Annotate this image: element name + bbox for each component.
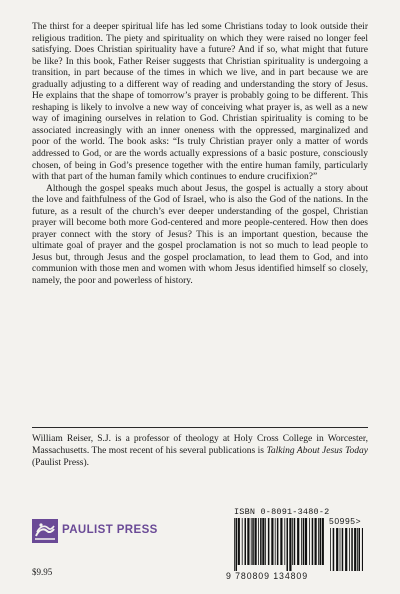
isbn-label: ISBN 0-8091-3480-2 xyxy=(234,507,330,517)
barcode-ean-digits: 9 780809 134809 xyxy=(226,571,308,581)
barcode-bar xyxy=(275,518,276,565)
barcode-bar xyxy=(354,528,356,571)
author-book-title: Talking About Jesus Today xyxy=(266,445,368,456)
author-bio-publisher-note: (Paulist Press). xyxy=(32,457,89,468)
barcode-bar xyxy=(238,518,240,565)
barcode-bar xyxy=(242,518,243,565)
barcode-bar xyxy=(301,518,302,565)
barcode-bar xyxy=(262,518,264,565)
barcode-bar xyxy=(271,518,273,565)
price: $9.95 xyxy=(32,567,53,577)
barcode-bar xyxy=(315,518,317,565)
barcode-bar xyxy=(287,518,289,571)
barcode-bar xyxy=(336,528,338,571)
barcode-main-bars xyxy=(234,518,326,571)
barcode-bar xyxy=(345,528,347,571)
barcode-bar xyxy=(333,528,335,571)
barcode-bar xyxy=(309,518,310,565)
barcode-bar xyxy=(245,518,247,565)
barcode-bar xyxy=(277,518,279,565)
barcode-bar xyxy=(251,518,252,565)
barcode-bar xyxy=(260,518,262,565)
barcode-bar xyxy=(284,518,285,565)
barcode-bar xyxy=(351,528,353,571)
barcode-bar xyxy=(342,528,344,571)
barcode-bar xyxy=(234,518,235,571)
barcode-bar xyxy=(255,518,257,565)
barcode-bar xyxy=(318,518,319,565)
paulist-press-logo-icon xyxy=(32,519,58,543)
barcode-bar xyxy=(289,518,291,571)
publisher-logo xyxy=(32,519,184,543)
barcode-bar xyxy=(258,518,259,565)
barcode-bar xyxy=(292,518,293,565)
barcode-bar xyxy=(236,518,238,571)
barcode-addon-bars xyxy=(330,528,363,571)
blurb-paragraph-2: Although the gospel speaks much about Jesus, the gospel is actually a story about the love and faithfulness of the God of Israel, who is also the God of the nations. In the future, as a result of the church’s ever deeper understanding of the gospel, Christian prayer will become both more God-centered and more people-centered. How then does prayer connect with the story of Jesus? This is an important question, because the ultimate goal of prayer and the gospel proclamation is not so much to lead people to Jesus but, through Jesus and the gospel proclamation, to lead them to God, and into communion with those men and women with whom Jesus identified himself so closely, namely, the poor and powerless of history. xyxy=(32,183,368,287)
barcode-bar xyxy=(297,518,299,565)
barcode-bar xyxy=(252,518,254,565)
barcode-bar xyxy=(247,518,249,565)
barcode-bar xyxy=(265,518,266,565)
barcode-bar xyxy=(362,528,363,571)
barcode-bar xyxy=(340,528,341,571)
author-bio xyxy=(32,434,368,469)
barcode-bar xyxy=(268,518,270,565)
barcode-bar xyxy=(330,528,331,571)
blurb-paragraph-1: The thirst for a deeper spiritual life has led some Christians today to look outside their religious tradition. The piety and spirituality on which they were raised no longer feel satisfying. Does Christian spirituality have a future? And if so, what might that future be like? In this book, Father Reiser suggests that Christian spirituality is undergoing a transition, in part because of the times in which we live, and in part because we are gradually adjusting to a different way of reading and understanding the story of Jesus. He explains that the shape of tomorrow’s prayer is probably going to be different. This reshaping is likely to involve a new way of conceiving what prayer is, as well as a new way of imagining ourselves in relation to God. Christian spirituality is coming to be associated increasingly with an inner oneness with the oppressed, marginalized and poor of the world. The book asks: “Is truly Christian prayer only a matter of words addressed to God, or are the words actually expressions of a basic posture, consciously chosen, of being in God’s presence together with the entire human family, particularly with that part of the human family which continues to endure crucifixion?” xyxy=(32,22,368,183)
back-cover-blurb xyxy=(32,22,368,288)
barcode-bar xyxy=(349,528,350,571)
barcode-bar xyxy=(303,518,305,565)
barcode-bar xyxy=(357,528,358,571)
barcode-bar xyxy=(294,518,296,565)
barcode-addon-digits: 50995> xyxy=(329,516,362,526)
section-divider xyxy=(32,427,368,428)
author-bio-text: William Reiser, S.J. is a professor of theology at Holy Cross College in Worcester, Massachusetts. The most recent of his several publications is xyxy=(32,434,368,456)
publisher-name: PAULIST PRESS xyxy=(62,524,158,536)
barcode-bar xyxy=(322,518,324,565)
barcode-bar xyxy=(359,528,361,571)
barcode-bar xyxy=(320,518,322,565)
barcode-bar xyxy=(305,518,307,565)
barcode-bar xyxy=(312,518,314,565)
barcode-bar xyxy=(280,518,282,565)
